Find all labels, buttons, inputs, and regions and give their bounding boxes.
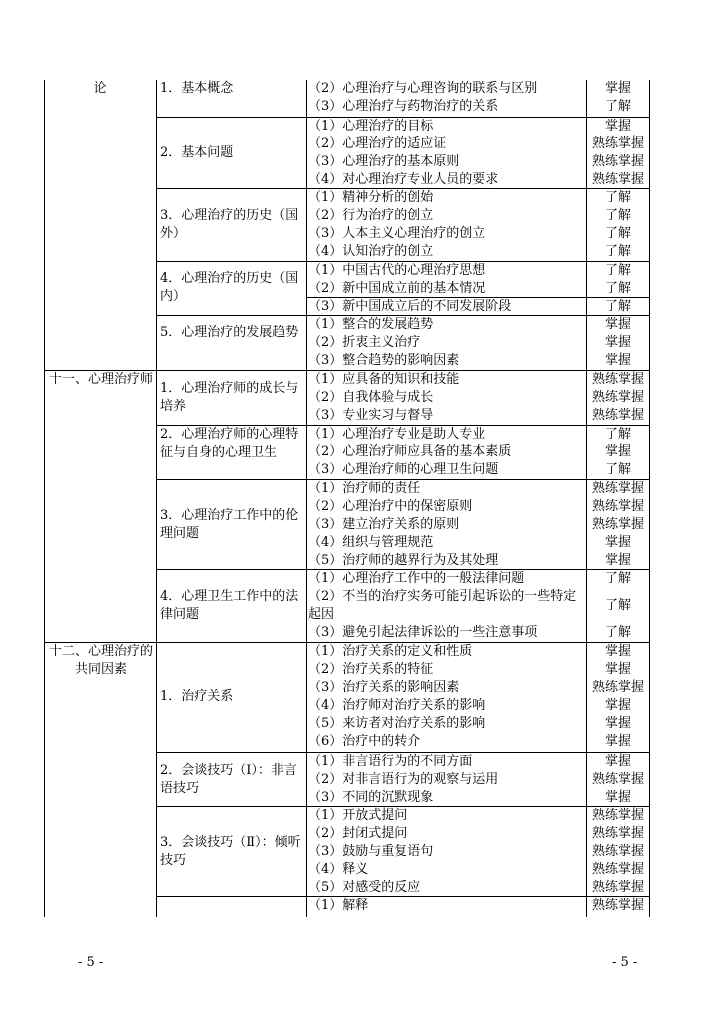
item-text: （3）治疗关系的影响因素 xyxy=(308,680,460,695)
requirement-cell: 熟练掌握 xyxy=(591,826,644,841)
requirement-cell: 了解 xyxy=(604,462,631,477)
item-text: （2）治疗关系的特征 xyxy=(308,662,434,677)
table-divider-topic xyxy=(306,80,307,917)
item-text: （5）治疗师的越界行为及其处理 xyxy=(308,553,499,568)
requirement-cell: 熟练掌握 xyxy=(591,390,644,405)
item-text: （2）心理治疗中的保密原则 xyxy=(308,499,473,514)
topic-cell: 4．心理卫生工作中的法律问题 xyxy=(160,589,299,622)
requirement-cell: 熟练掌握 xyxy=(591,844,644,859)
item-text: （4）释义 xyxy=(308,862,369,877)
unit-cell: 论 xyxy=(93,81,107,96)
item-text: （1）应具备的知识和技能 xyxy=(308,372,460,387)
requirement-cell: 掌握 xyxy=(604,119,631,134)
item-text: （4）认知治疗的创立 xyxy=(308,244,434,259)
table-border-left xyxy=(44,80,45,917)
requirement-cell: 熟练掌握 xyxy=(591,862,644,877)
page-number-right: - 5 - xyxy=(612,955,638,970)
item-text: （1）中国古代的心理治疗思想 xyxy=(308,263,486,278)
item-text: （3）不同的沉默现象 xyxy=(308,790,434,805)
item-text: （3）专业实习与督导 xyxy=(308,408,434,423)
item-text: （2）封闭式提问 xyxy=(308,826,408,841)
requirement-cell: 了解 xyxy=(604,208,631,223)
item-text: （2）心理治疗师应具备的基本素质 xyxy=(308,444,512,459)
topic-cell: 1．基本概念 xyxy=(160,81,234,96)
item-text: （1）心理治疗工作中的一般法律问题 xyxy=(308,571,525,586)
requirement-cell: 熟练掌握 xyxy=(591,481,644,496)
item-text: （3）心理治疗的基本原则 xyxy=(308,154,460,169)
requirement-cell: 熟练掌握 xyxy=(591,808,644,823)
item-text: （1）非言语行为的不同方面 xyxy=(308,754,473,769)
requirement-cell: 熟练掌握 xyxy=(591,772,644,787)
requirement-cell: 熟练掌握 xyxy=(591,680,644,695)
unit-cell: 十一、心理治疗师 xyxy=(48,372,153,387)
requirement-cell: 熟练掌握 xyxy=(591,372,644,387)
requirement-cell: 了解 xyxy=(604,571,631,586)
requirement-cell: 掌握 xyxy=(604,790,631,805)
item-text: （4）治疗师对治疗关系的影响 xyxy=(308,698,486,713)
topic-cell: 3．会谈技巧（Ⅱ）：倾听技巧 xyxy=(160,835,301,868)
table-border-right xyxy=(649,80,650,917)
requirement-cell: 掌握 xyxy=(604,734,631,749)
requirement-cell: 掌握 xyxy=(604,698,631,713)
item-text: （2）心理治疗的适应证 xyxy=(308,136,447,151)
requirement-cell: 掌握 xyxy=(604,644,631,659)
requirement-cell: 掌握 xyxy=(604,535,631,550)
item-text: （1）治疗师的责任 xyxy=(308,481,421,496)
requirement-cell: 熟练掌握 xyxy=(591,154,644,169)
item-text: （2）新中国成立前的基本情况 xyxy=(308,281,486,296)
requirement-cell: 熟练掌握 xyxy=(591,172,644,187)
page-number-left: - 5 - xyxy=(78,955,104,970)
requirement-cell: 了解 xyxy=(604,226,631,241)
item-text: （1）整合的发展趋势 xyxy=(308,317,434,332)
item-text: （2）折衷主义治疗 xyxy=(308,335,421,350)
requirement-cell: 熟练掌握 xyxy=(591,136,644,151)
item-text: （2）自我体验与成长 xyxy=(308,390,434,405)
item-text: （1）精神分析的创始 xyxy=(308,190,434,205)
item-text: （3）避免引起法律诉讼的一些注意事项 xyxy=(308,625,538,640)
requirement-cell: 熟练掌握 xyxy=(591,517,644,532)
table-divider-unit xyxy=(156,80,157,917)
requirement-cell: 了解 xyxy=(604,263,631,278)
requirement-cell: 了解 xyxy=(604,598,631,613)
item-text: （3）鼓励与重复语句 xyxy=(308,844,434,859)
requirement-cell: 熟练掌握 xyxy=(591,898,644,913)
requirement-cell: 掌握 xyxy=(604,81,631,96)
requirement-cell: 掌握 xyxy=(604,317,631,332)
requirement-cell: 掌握 xyxy=(604,353,631,368)
requirement-cell: 熟练掌握 xyxy=(591,880,644,895)
requirement-cell: 了解 xyxy=(604,99,631,114)
item-text: （4）组织与管理规范 xyxy=(308,535,434,550)
requirement-cell: 掌握 xyxy=(604,335,631,350)
item-text: （6）治疗中的转介 xyxy=(308,734,421,749)
topic-cell: 2．心理治疗师的心理特征与自身的心理卫生 xyxy=(160,427,299,460)
requirement-cell: 了解 xyxy=(604,427,631,442)
table-divider-items xyxy=(586,80,587,917)
item-text: （4）对心理治疗专业人员的要求 xyxy=(308,172,499,187)
topic-cell: 3．心理治疗工作中的伦理问题 xyxy=(160,508,299,541)
requirement-cell: 熟练掌握 xyxy=(591,408,644,423)
item-text: （3）新中国成立后的不同发展阶段 xyxy=(308,299,512,314)
requirement-cell: 了解 xyxy=(604,244,631,259)
requirement-cell: 了解 xyxy=(604,281,631,296)
topic-cell: 4．心理治疗的历史（国内） xyxy=(160,271,299,304)
item-text: （2）不当的治疗实务可能引起诉讼的一些特定起因 xyxy=(308,589,577,622)
requirement-cell: 掌握 xyxy=(604,444,631,459)
topic-cell: 5．心理治疗的发展趋势 xyxy=(160,325,299,340)
topic-cell: 2．会谈技巧（Ⅰ）：非言语技巧 xyxy=(160,763,297,796)
topic-cell: 1．心理治疗师的成长与培养 xyxy=(160,381,299,414)
item-text: （3）人本主义心理治疗的创立 xyxy=(308,226,486,241)
item-text: （3）整合趋势的影响因素 xyxy=(308,353,460,368)
item-text: （2）行为治疗的创立 xyxy=(308,208,434,223)
item-text: （1）治疗关系的定义和性质 xyxy=(308,644,473,659)
requirement-cell: 了解 xyxy=(604,190,631,205)
requirement-cell: 掌握 xyxy=(604,662,631,677)
item-text: （2）对非言语行为的观察与运用 xyxy=(308,772,499,787)
requirement-cell: 了解 xyxy=(604,299,631,314)
item-text: （1）解释 xyxy=(308,898,369,913)
topic-cell: 2．基本问题 xyxy=(160,145,234,160)
requirement-cell: 熟练掌握 xyxy=(591,499,644,514)
item-text: （3）心理治疗师的心理卫生问题 xyxy=(308,462,499,477)
item-text: （5）来访者对治疗关系的影响 xyxy=(308,716,486,731)
requirement-cell: 掌握 xyxy=(604,754,631,769)
item-text: （2）心理治疗与心理咨询的联系与区别 xyxy=(308,81,538,96)
topic-cell: 3．心理治疗的历史（国外） xyxy=(160,208,299,241)
item-text: （1）开放式提问 xyxy=(308,808,408,823)
item-text: （1）心理治疗专业是助人专业 xyxy=(308,427,486,442)
requirement-cell: 了解 xyxy=(604,625,631,640)
item-text: （5）对感受的反应 xyxy=(308,880,421,895)
topic-cell: 1．治疗关系 xyxy=(160,689,234,704)
item-text: （1）心理治疗的目标 xyxy=(308,119,434,134)
requirement-cell: 掌握 xyxy=(604,553,631,568)
item-text: （3）建立治疗关系的原则 xyxy=(308,517,460,532)
unit-cell: 十二、心理治疗的共同因素 xyxy=(48,644,153,677)
item-text: （3）心理治疗与药物治疗的关系 xyxy=(308,99,499,114)
requirement-cell: 掌握 xyxy=(604,716,631,731)
